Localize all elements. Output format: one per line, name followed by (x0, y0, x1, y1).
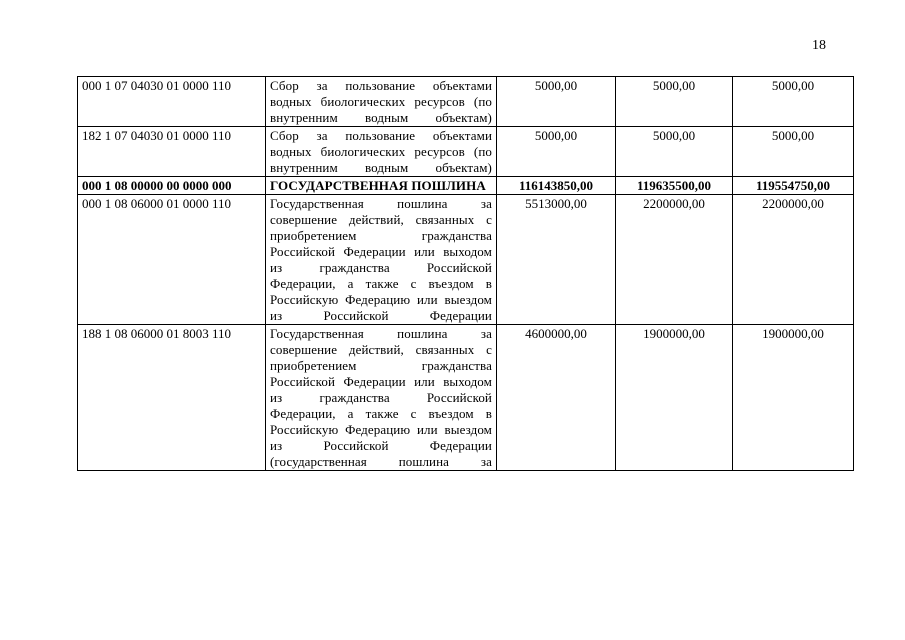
value-year3-cell: 1900000,00 (733, 325, 854, 471)
income-name-cell: Государственная пошлина за совершение действий, связанных с приобретением гражданства Российской Федерации или выходом из гражданства Российской Федерации, а также с въездом в Российскую Федерацию или выездом из Российской Федерации (государственная пошлина за (266, 325, 497, 471)
value-year3-cell: 2200000,00 (733, 195, 854, 325)
budget-table (77, 76, 854, 471)
income-name-cell: Государственная пошлина за совершение действий, связанных с приобретением гражданства Российской Федерации или выходом из гражданства Российской Федерации, а также с въездом в Российскую Федерацию или выездом из Российской Федерации (266, 195, 497, 325)
value-year1-cell: 5000,00 (497, 127, 616, 177)
budget-code-cell: 000 1 08 06000 01 0000 110 (78, 195, 266, 325)
value-year1-cell: 116143850,00 (497, 177, 616, 195)
table-row (78, 77, 854, 127)
value-year3-cell: 5000,00 (733, 127, 854, 177)
value-year2-cell: 5000,00 (616, 77, 733, 127)
value-year2-cell: 1900000,00 (616, 325, 733, 471)
value-year2-cell: 119635500,00 (616, 177, 733, 195)
income-name-cell: Сбор за пользование объектами водных биологических ресурсов (по внутренним водным объектам) (266, 127, 497, 177)
table-row-section-total (78, 177, 854, 195)
value-year2-cell: 2200000,00 (616, 195, 733, 325)
table-row (78, 195, 854, 325)
value-year1-cell: 5513000,00 (497, 195, 616, 325)
value-year2-cell: 5000,00 (616, 127, 733, 177)
income-name-cell: ГОСУДАРСТВЕННАЯ ПОШЛИНА (266, 177, 497, 195)
table-row (78, 325, 854, 471)
value-year1-cell: 5000,00 (497, 77, 616, 127)
budget-code-cell: 182 1 07 04030 01 0000 110 (78, 127, 266, 177)
income-name-cell: Сбор за пользование объектами водных биологических ресурсов (по внутренним водным объектам) (266, 77, 497, 127)
budget-code-cell: 000 1 08 00000 00 0000 000 (78, 177, 266, 195)
budget-code-cell: 000 1 07 04030 01 0000 110 (78, 77, 266, 127)
value-year3-cell: 5000,00 (733, 77, 854, 127)
value-year1-cell: 4600000,00 (497, 325, 616, 471)
table-row (78, 127, 854, 177)
budget-code-cell: 188 1 08 06000 01 8003 110 (78, 325, 266, 471)
value-year3-cell: 119554750,00 (733, 177, 854, 195)
page-number: 18 (812, 38, 826, 53)
